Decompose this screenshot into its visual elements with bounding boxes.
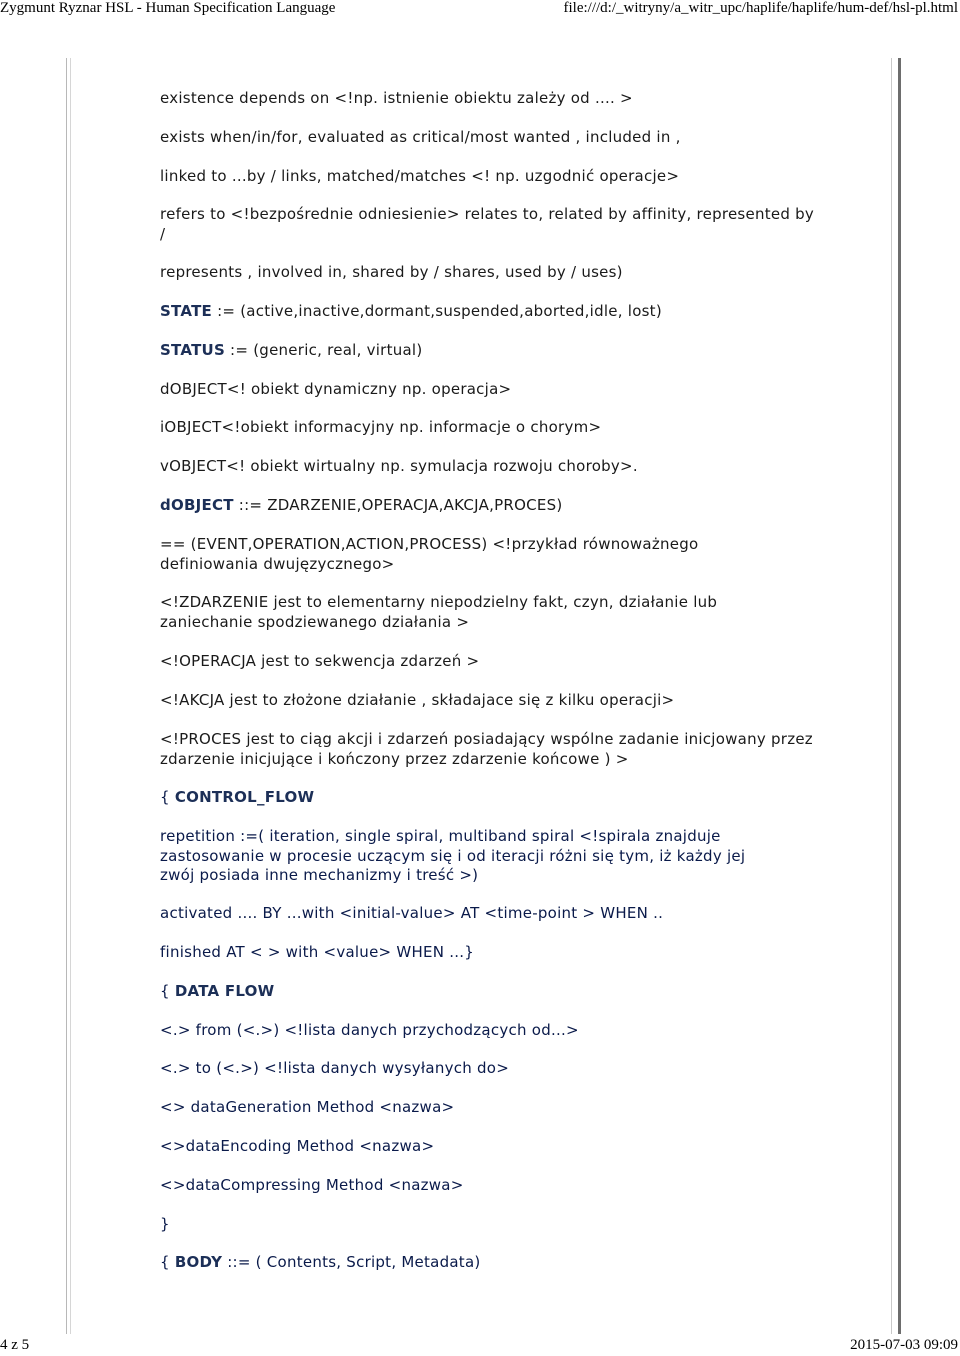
- body-definition: [160, 1253, 860, 1273]
- status-definition: [160, 341, 860, 361]
- text-line: linked to ...by / links, matched/matches <! np. uzgodnić operacje>: [160, 167, 680, 185]
- brace-open: {: [160, 788, 175, 806]
- text-line: <!ZDARZENIE jest to elementarny niepodzielny fakt, czyn, działanie lub zaniechanie spodziewanego działania >: [160, 593, 718, 631]
- state-values: := (active,inactive,dormant,suspended,aborted,idle, lost): [212, 302, 662, 320]
- text-line: activated .... BY ...with <initial-value> AT <time-point > WHEN ..: [160, 904, 664, 922]
- brace-open: {: [160, 1253, 175, 1271]
- text-line: <> dataGeneration Method <nazwa>: [160, 1098, 455, 1116]
- body-values: ::= ( Contents, Script, Metadata): [222, 1253, 481, 1271]
- keyword-state: STATE: [160, 302, 213, 320]
- state-definition: [160, 302, 860, 322]
- brace-close: }: [160, 1215, 170, 1233]
- dobject-definition: [160, 496, 860, 516]
- text-line: finished AT < > with <value> WHEN ...}: [160, 943, 475, 961]
- text-line: <!AKCJA jest to złożone działanie , składajace się z kilku operacji>: [160, 691, 675, 709]
- text-line: <!PROCES jest to ciąg akcji i zdarzeń posiadający wspólne zadanie inicjowany przez zdarzenie inicjujące i kończony przez zdarzenie końcowe ) >: [160, 730, 813, 768]
- keyword-body: BODY: [174, 1253, 223, 1271]
- control-flow-heading: [160, 788, 860, 808]
- text-line: represents , involved in, shared by / shares, used by / uses): [160, 263, 623, 281]
- text-line: dOBJECT<! obiekt dynamiczny np. operacja>: [160, 380, 512, 398]
- content-frame-right-border: [891, 58, 901, 1334]
- content-frame-left-border: [66, 58, 71, 1334]
- text-line: vOBJECT<! obiekt wirtualny np. symulacja rozwoju choroby>.: [160, 457, 638, 475]
- page-header: [0, 0, 960, 22]
- text-line: refers to <!bezpośrednie odniesienie> relates to, related by affinity, represented by /: [160, 205, 815, 243]
- keyword-data-flow: DATA FLOW: [174, 982, 275, 1000]
- text-line: iOBJECT<!obiekt informacyjny np. informacje o chorym>: [160, 418, 602, 436]
- text-line: <>dataCompressing Method <nazwa>: [160, 1176, 464, 1194]
- text-line: <!OPERACJA jest to sekwencja zdarzeń >: [160, 652, 480, 670]
- page-footer: [0, 1334, 960, 1356]
- text-line: repetition :=( iteration, single spiral, multiband spiral <!spirala znajduje zastosowanie w procesie uczącym się i od iteracji różni się tym, iż każdy jej zwój posiada inne mechanizmy i treść >): [160, 827, 746, 884]
- brace-open: {: [160, 982, 175, 1000]
- text-line: <.> from (<.>) <!lista danych przychodzących od...>: [160, 1021, 579, 1039]
- dobject-values: ::= ZDARZENIE,OPERACJA,AKCJA,PROCES): [233, 496, 563, 514]
- document-title: Zygmunt Ryznar HSL - Human Specification Language: [0, 0, 336, 16]
- text-line: exists when/in/for, evaluated as critical/most wanted , included in ,: [160, 128, 681, 146]
- document-url: file:///d:/_witryny/a_witr_upc/haplife/haplife/hum-def/hsl-pl.html: [563, 0, 958, 16]
- page-number: 4 z 5: [0, 1337, 30, 1353]
- keyword-status: STATUS: [160, 341, 226, 359]
- data-flow-heading: [160, 982, 860, 1002]
- print-timestamp: 2015-07-03 09:09: [850, 1337, 958, 1353]
- status-values: := (generic, real, virtual): [225, 341, 423, 359]
- text-line: <>dataEncoding Method <nazwa>: [160, 1137, 435, 1155]
- text-line: <.> to (<.>) <!lista danych wysyłanych do>: [160, 1059, 510, 1077]
- keyword-dobject: dOBJECT: [160, 496, 234, 514]
- keyword-control-flow: CONTROL_FLOW: [174, 788, 315, 806]
- text-line: == (EVENT,OPERATION,ACTION,PROCESS) <!przykład równoważnego definiowania dwujęzycznego>: [160, 535, 699, 573]
- text-line: existence depends on <!np. istnienie obiektu zależy od .... >: [160, 89, 633, 107]
